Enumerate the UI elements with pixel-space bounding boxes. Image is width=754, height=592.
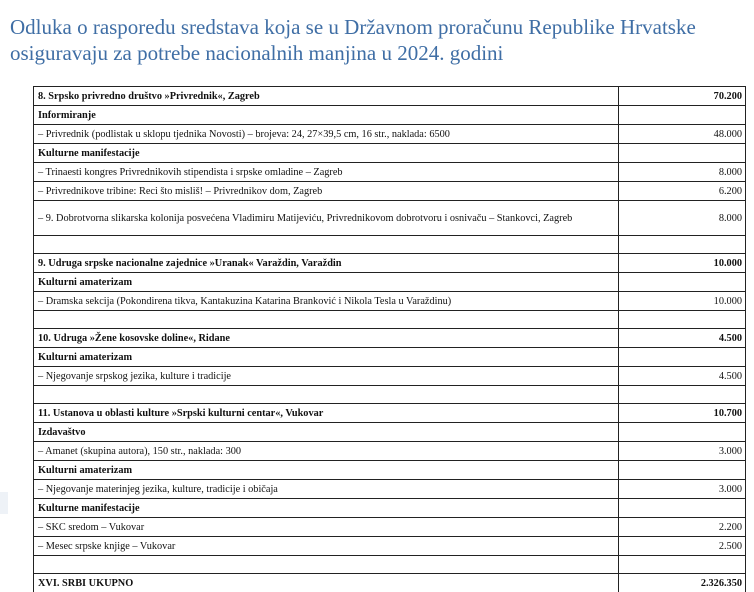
- row-amount: 6.200: [619, 182, 746, 201]
- allocation-table-body: [34, 87, 746, 592]
- table-row: [34, 273, 746, 292]
- row-amount: 10.000: [619, 254, 746, 273]
- row-amount: [619, 556, 746, 574]
- row-description: [34, 236, 619, 254]
- table-row: [34, 163, 746, 182]
- row-amount: 2.500: [619, 537, 746, 556]
- row-heading: Kulturne manifestacije: [34, 499, 619, 518]
- row-amount: [619, 499, 746, 518]
- row-amount: [619, 144, 746, 163]
- table-spacer-row: [34, 236, 746, 254]
- row-description: – Privrednik (podlistak u sklopu tjednika Novosti) – brojeva: 24, 27×39,5 cm, 16 str., naklada: 6500: [34, 125, 619, 144]
- row-description: – Njegovanje srpskog jezika, kulture i tradicije: [34, 367, 619, 386]
- row-heading: 10. Udruga »Žene kosovske doline«, Ridane: [34, 329, 619, 348]
- row-amount: [619, 273, 746, 292]
- table-row: [34, 125, 746, 144]
- row-amount: 4.500: [619, 329, 746, 348]
- row-description: [34, 311, 619, 329]
- row-amount: [619, 106, 746, 125]
- row-heading: Kulturne manifestacije: [34, 144, 619, 163]
- allocation-table: [33, 86, 746, 592]
- table-row: [34, 182, 746, 201]
- row-amount: [619, 423, 746, 442]
- row-amount: [619, 461, 746, 480]
- row-amount: [619, 386, 746, 404]
- table-row: [34, 292, 746, 311]
- row-description: – Privrednikove tribine: Reci što misliš! – Privrednikov dom, Zagreb: [34, 182, 619, 201]
- table-spacer-row: [34, 311, 746, 329]
- table-row: [34, 201, 746, 236]
- table-spacer-row: [34, 556, 746, 574]
- row-heading: Izdavaštvo: [34, 423, 619, 442]
- row-description: – SKC sredom – Vukovar: [34, 518, 619, 537]
- row-description: – Amanet (skupina autora), 150 str., naklada: 300: [34, 442, 619, 461]
- row-description: – Dramska sekcija (Pokondirena tikva, Kantakuzina Katarina Branković i Nikola Tesla u Varaždinu): [34, 292, 619, 311]
- row-description: – 9. Dobrotvorna slikarska kolonija posvećena Vladimiru Matijeviću, Privrednikovom dobrotvoru i osnivaču – Stankovci, Zagreb: [34, 201, 619, 236]
- row-description: [34, 556, 619, 574]
- table-row: [34, 106, 746, 125]
- row-heading: XVI. SRBI UKUPNO: [34, 574, 619, 592]
- side-scroll-marker: [0, 492, 8, 514]
- row-amount: 70.200: [619, 87, 746, 106]
- row-amount: [619, 311, 746, 329]
- row-amount: 3.000: [619, 442, 746, 461]
- row-description: [34, 386, 619, 404]
- table-row: [34, 348, 746, 367]
- row-description: – Trinaesti kongres Privrednikovih stipendista i srpske omladine – Zagreb: [34, 163, 619, 182]
- row-heading: Kulturni amaterizam: [34, 461, 619, 480]
- row-heading: 8. Srpsko privredno društvo »Privrednik«, Zagreb: [34, 87, 619, 106]
- table-row: [34, 480, 746, 499]
- row-description: – Mesec srpske knjige – Vukovar: [34, 537, 619, 556]
- row-amount: 10.700: [619, 404, 746, 423]
- row-description: – Njegovanje materinjeg jezika, kulture, tradicije i običaja: [34, 480, 619, 499]
- row-heading: 9. Udruga srpske nacionalne zajednice »Uranak« Varaždin, Varaždin: [34, 254, 619, 273]
- row-heading: Kulturni amaterizam: [34, 273, 619, 292]
- table-row: [34, 461, 746, 480]
- table-row: [34, 442, 746, 461]
- row-heading: Kulturni amaterizam: [34, 348, 619, 367]
- table-row: [34, 404, 746, 423]
- table-spacer-row: [34, 386, 746, 404]
- table-row: [34, 423, 746, 442]
- table-row: [34, 87, 746, 106]
- table-row: [34, 518, 746, 537]
- row-amount: 2.200: [619, 518, 746, 537]
- row-amount: 8.000: [619, 163, 746, 182]
- page-title: Odluka o rasporedu sredstava koja se u Državnom proračunu Republike Hrvatske osiguravaju za potrebe nacionalnih manjina u 2024. godini: [10, 15, 696, 65]
- row-amount: [619, 348, 746, 367]
- table-row: [34, 144, 746, 163]
- row-heading: Informiranje: [34, 106, 619, 125]
- table-row: [34, 329, 746, 348]
- row-amount: 48.000: [619, 125, 746, 144]
- table-row: [34, 537, 746, 556]
- table-row: [34, 574, 746, 592]
- row-amount: 2.326.350: [619, 574, 746, 592]
- table-row: [34, 367, 746, 386]
- row-amount: [619, 236, 746, 254]
- table-row: [34, 499, 746, 518]
- row-heading: 11. Ustanova u oblasti kulture »Srpski kulturni centar«, Vukovar: [34, 404, 619, 423]
- row-amount: 8.000: [619, 201, 746, 236]
- table-row: [34, 254, 746, 273]
- row-amount: 10.000: [619, 292, 746, 311]
- row-amount: 4.500: [619, 367, 746, 386]
- row-amount: 3.000: [619, 480, 746, 499]
